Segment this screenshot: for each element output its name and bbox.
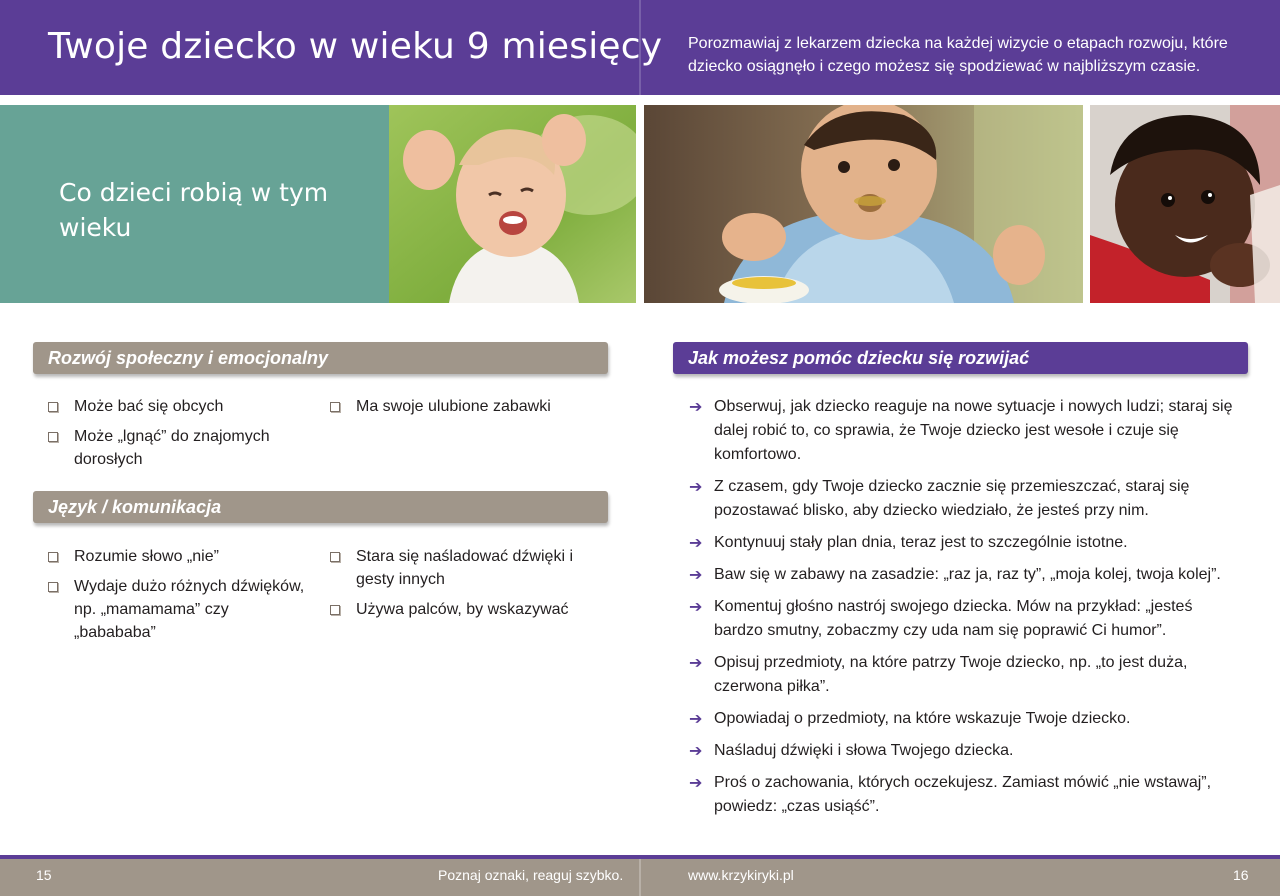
checklist-item-text: Może „lgnąć” do znajomych dorosłych bbox=[74, 428, 270, 468]
checklist-item bbox=[330, 545, 590, 591]
arrow-right-icon: ➔ bbox=[689, 597, 703, 616]
help-item bbox=[689, 771, 1239, 819]
social-column-1 bbox=[48, 395, 298, 478]
header-band bbox=[0, 0, 1280, 95]
page-number-right: 16 bbox=[1233, 867, 1249, 883]
banner-heading: Co dzieci robią w tym wieku bbox=[59, 178, 329, 242]
arrow-right-icon: ➔ bbox=[689, 653, 703, 672]
checkbox-icon[interactable] bbox=[330, 552, 340, 562]
help-item-text: Opowiadaj o przedmioty, na które wskazuje Twoje dziecko. bbox=[714, 710, 1131, 727]
social-column-2 bbox=[330, 395, 590, 425]
checklist-item bbox=[48, 395, 298, 418]
checklist-item-text: Wydaje dużo różnych dźwięków, np. „mamamama” czy „babababa” bbox=[74, 578, 305, 641]
banner-panel bbox=[0, 105, 389, 303]
help-item bbox=[689, 739, 1239, 763]
help-item bbox=[689, 595, 1239, 643]
help-item-text: Obserwuj, jak dziecko reaguje na nowe sytuacje i nowych ludzi; staraj się dalej robić to, co sprawia, że Twoje dziecko jest wesołe i czuje się komfortowo. bbox=[714, 398, 1233, 463]
intro-text: Porozmawiaj z lekarzem dziecka na każdej wizycie o etapach rozwoju, które dziecko osiągnęło i czego możesz się spodziewać w najbliższym czasie. bbox=[688, 35, 1228, 75]
footer-slogan: Poznaj oznaki, reaguj szybko. bbox=[438, 867, 624, 883]
checkbox-icon[interactable] bbox=[330, 402, 340, 412]
arrow-right-icon: ➔ bbox=[689, 565, 703, 584]
photo-smiling-toddler bbox=[1090, 105, 1280, 303]
page-number-left: 15 bbox=[36, 867, 52, 883]
photo-eating-baby bbox=[644, 105, 1083, 303]
arrow-right-icon: ➔ bbox=[689, 709, 703, 728]
section-heading-language: Język / komunikacja bbox=[48, 497, 222, 517]
arrow-right-icon: ➔ bbox=[689, 741, 703, 760]
checklist-item bbox=[330, 598, 590, 621]
section-heading-social: Rozwój społeczny i emocjonalny bbox=[48, 348, 329, 368]
section-heading-help: Jak możesz pomóc dziecku się rozwijać bbox=[688, 348, 1030, 368]
help-item-text: Baw się w zabawy na zasadzie: „raz ja, raz ty”, „moja kolej, twoja kolej”. bbox=[714, 566, 1221, 583]
help-item-text: Opisuj przedmioty, na które patrzy Twoje dziecko, np. „to jest duża, czerwona piłka”. bbox=[714, 654, 1188, 695]
arrow-right-icon: ➔ bbox=[689, 477, 703, 496]
section-bar-help bbox=[673, 342, 1248, 374]
checkbox-icon[interactable] bbox=[48, 402, 58, 412]
help-item-text: Naśladuj dźwięki i słowa Twojego dziecka. bbox=[714, 742, 1014, 759]
footer-band bbox=[0, 859, 1280, 896]
checklist-item-text: Może bać się obcych bbox=[74, 398, 224, 415]
checklist-item bbox=[48, 575, 308, 644]
footer-website-link[interactable]: www.krzykiryki.pl bbox=[688, 867, 794, 883]
checklist-item-text: Rozumie słowo „nie” bbox=[74, 548, 219, 565]
checklist-item bbox=[48, 545, 308, 568]
arrow-right-icon: ➔ bbox=[689, 533, 703, 552]
checkbox-icon[interactable] bbox=[48, 552, 58, 562]
page-divider bbox=[639, 859, 641, 896]
arrow-right-icon: ➔ bbox=[689, 397, 703, 416]
help-item bbox=[689, 531, 1239, 555]
help-item bbox=[689, 395, 1239, 467]
checklist-item-text: Używa palców, by wskazywać bbox=[356, 601, 569, 618]
help-item-text: Komentuj głośno nastrój swojego dziecka. Mów na przykład: „jesteś bardzo smutny, zobaczmy czy uda nam się poprawić Ci humor”. bbox=[714, 598, 1193, 639]
section-bar-social bbox=[33, 342, 608, 374]
checkbox-icon[interactable] bbox=[48, 582, 58, 592]
help-item bbox=[689, 563, 1239, 587]
checklist-item bbox=[48, 425, 298, 471]
help-item-text: Z czasem, gdy Twoje dziecko zacznie się przemieszczać, staraj się pozostawać blisko, aby dziecko wiedziało, że jesteś przy nim. bbox=[714, 478, 1190, 519]
help-item bbox=[689, 651, 1239, 699]
language-column-1 bbox=[48, 545, 308, 651]
checkbox-icon[interactable] bbox=[48, 432, 58, 442]
section-bar-language bbox=[33, 491, 608, 523]
help-item-text: Kontynuuj stały plan dnia, teraz jest to szczególnie istotne. bbox=[714, 534, 1128, 551]
arrow-right-icon: ➔ bbox=[689, 773, 703, 792]
photo-laughing-baby bbox=[389, 105, 636, 303]
help-item bbox=[689, 475, 1239, 523]
help-item-text: Proś o zachowania, których oczekujesz. Zamiast mówić „nie wstawaj”, powiedz: „czas usiąść”. bbox=[714, 774, 1212, 815]
checklist-item bbox=[330, 395, 590, 418]
checkbox-icon[interactable] bbox=[330, 605, 340, 615]
page-title: Twoje dziecko w wieku 9 miesięcy bbox=[48, 26, 663, 67]
language-column-2 bbox=[330, 545, 590, 628]
help-list bbox=[689, 395, 1239, 827]
checklist-item-text: Ma swoje ulubione zabawki bbox=[356, 398, 551, 415]
help-item bbox=[689, 707, 1239, 731]
checklist-item-text: Stara się naśladować dźwięki i gesty innych bbox=[356, 548, 573, 588]
